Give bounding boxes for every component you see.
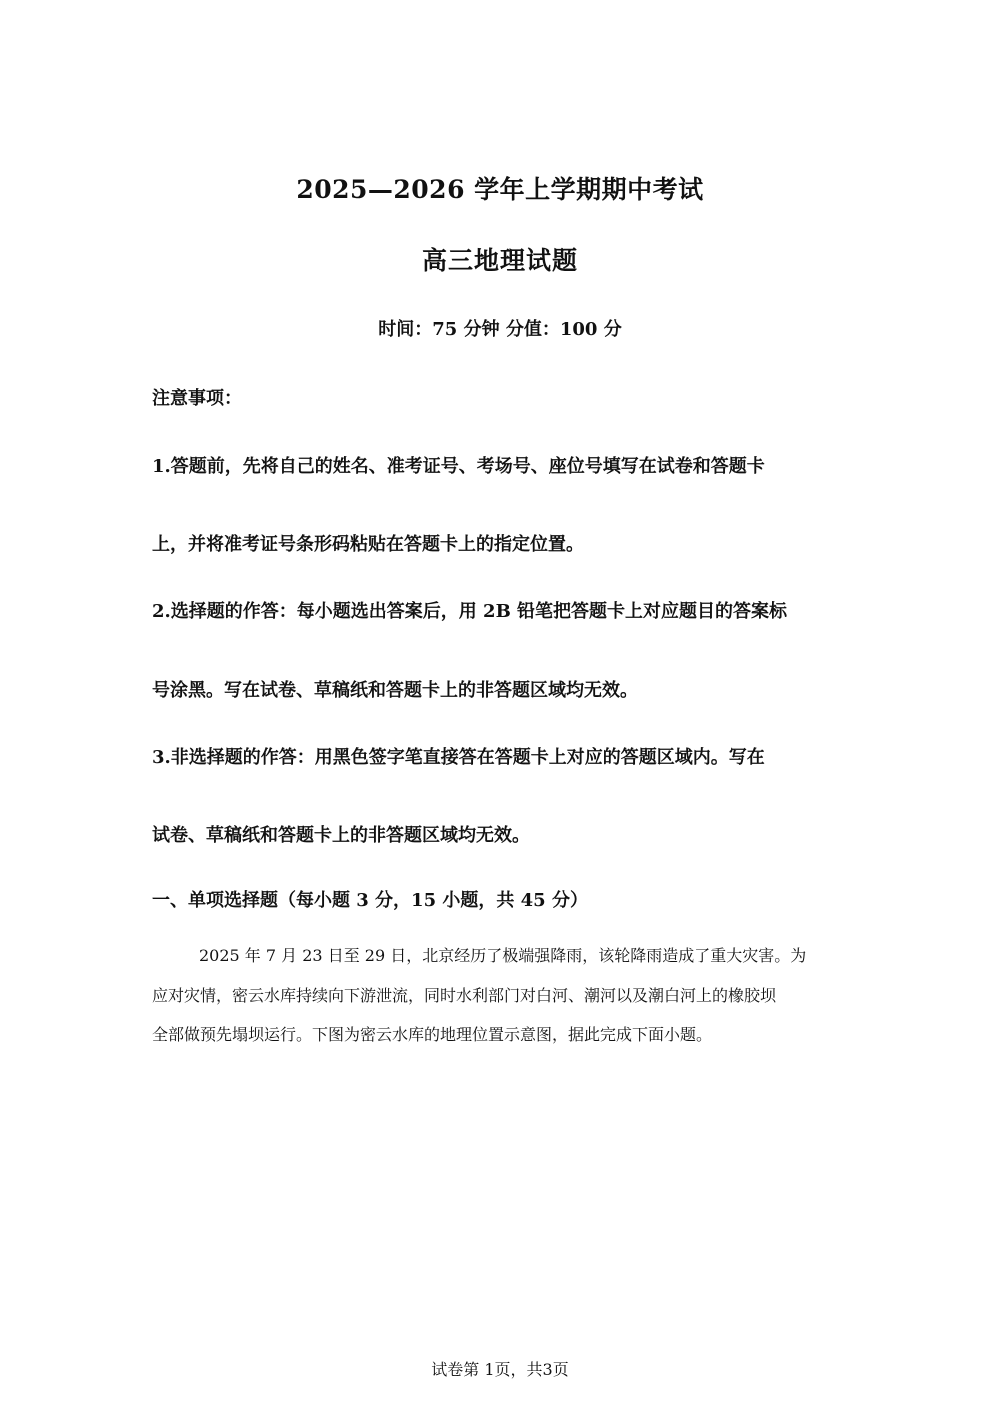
exam-title: 2025—2026 学年上学期期中考试 xyxy=(296,175,704,204)
notice-line-3: 2.选择题的作答：每小题选出答案后，用 2B 铅笔把答题卡上对应题目的答案标 xyxy=(152,601,788,622)
notice-line-5: 3.非选择题的作答：用黑色签字笔直接答在答题卡上对应的答题区域内。写在 xyxy=(152,747,765,768)
passage-line-1: 2025 年 7 月 23 日至 29 日，北京经历了极端强降雨，该轮降雨造成了重大灾害。为 xyxy=(199,946,807,965)
section-heading: 一、单项选择题（每小题 3 分，15 小题，共 45 分） xyxy=(152,890,588,911)
notice-line-6: 试卷、草稿纸和答题卡上的非答题区域均无效。 xyxy=(152,825,530,846)
exam-time-and-score: 时间：75 分钟 分值：100 分 xyxy=(378,319,622,340)
notice-line-2: 上，并将准考证号条形码粘贴在答题卡上的指定位置。 xyxy=(152,534,584,555)
passage-line-2: 应对灾情，密云水库持续向下游泄流，同时水利部门对白河、潮河以及潮白河上的橡胶坝 xyxy=(152,986,777,1005)
notice-line-1: 1.答题前，先将自己的姓名、准考证号、考场号、座位号填写在试卷和答题卡 xyxy=(152,456,765,477)
notice-line-4: 号涂黑。写在试卷、草稿纸和答题卡上的非答题区域均无效。 xyxy=(152,680,638,701)
exam-subtitle: 高三地理试题 xyxy=(421,246,578,275)
page-footer: 试卷第 1页，共3页 xyxy=(431,1360,569,1379)
notice-heading: 注意事项： xyxy=(152,388,242,409)
passage-line-3: 全部做预先塌坝运行。下图为密云水库的地理位置示意图，据此完成下面小题。 xyxy=(152,1025,713,1044)
